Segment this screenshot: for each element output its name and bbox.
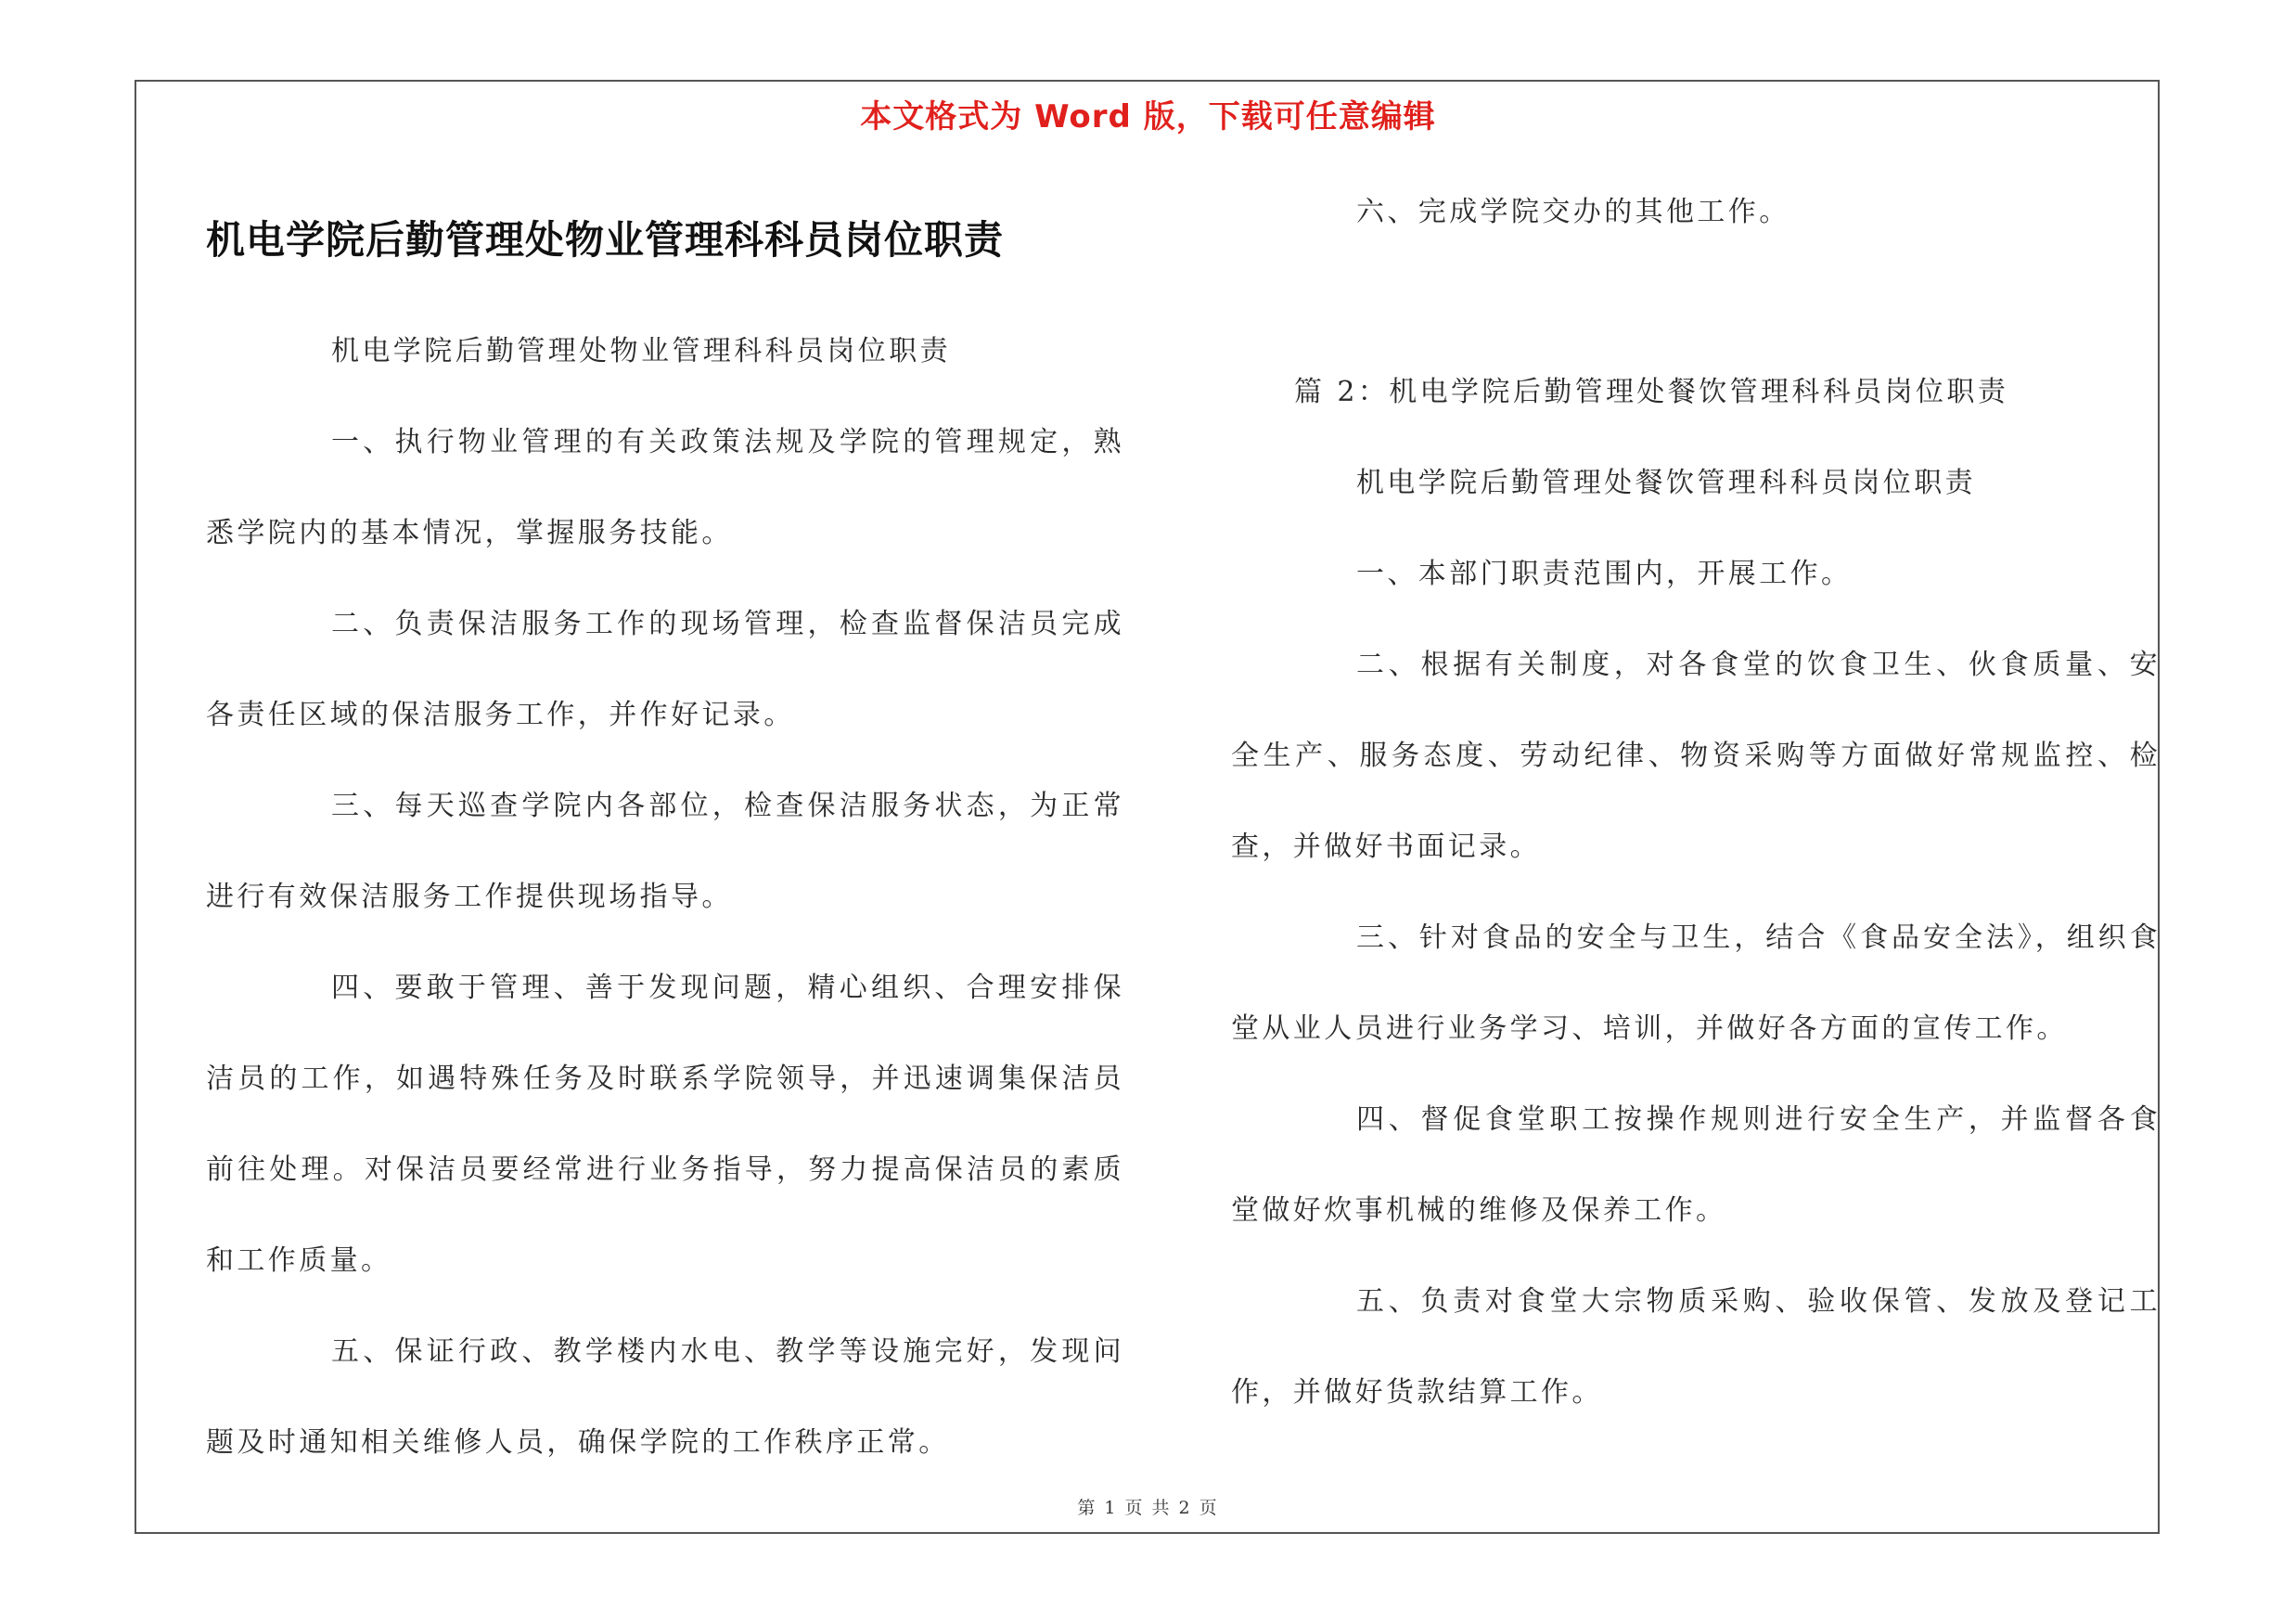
right-paragraph-5: 五、负责对食堂大宗物质采购、验收保管、发放及登记工作，并做好货款结算工作。 — [1231, 1285, 2161, 1409]
left-paragraph-1: 一、执行物业管理的有关政策法规及学院的管理规定，熟悉学院内的基本情况，掌握服务技能。 — [206, 426, 1124, 549]
document-title: 机电学院后勤管理处物业管理科科员岗位职责 — [206, 217, 1005, 263]
left-paragraph-4: 四、要敢于管理、善于发现问题，精心组织、合理安排保洁员的工作，如遇特殊任务及时联系学院领导，并迅速调集保洁员前往处理。对保洁员要经常进行业务指导，努力提高保洁员的素质和工作质量。 — [206, 972, 1124, 1277]
right-paragraph-4: 四、督促食堂职工按操作规则进行安全生产，并监督各食堂做好炊事机械的维修及保养工作。 — [1231, 1103, 2161, 1227]
footer-mid: 页 共 — [1124, 1498, 1172, 1518]
footer-suffix: 页 — [1199, 1498, 1219, 1518]
right-paragraph-6: 六、完成学院交办的其他工作。 — [1356, 196, 1790, 228]
right-paragraph-2: 二、根据有关制度，对各食堂的饮食卫生、伙食质量、安全生产、服务态度、劳动纪律、物资采购等方面做好常规监控、检查，并做好书面记录。 — [1231, 649, 2161, 863]
footer-prefix: 第 — [1077, 1498, 1097, 1518]
word-format-banner: 本文格式为 Word 版，下载可任意编辑 — [860, 98, 1436, 135]
left-paragraph-2: 二、负责保洁服务工作的现场管理，检查监督保洁员完成各责任区域的保洁服务工作，并作好记录。 — [206, 608, 1124, 731]
right-paragraph-heading: 机电学院后勤管理处餐饮管理科科员岗位职责 — [1356, 467, 1976, 499]
right-paragraph-1: 一、本部门职责范围内，开展工作。 — [1356, 558, 1853, 590]
right-section-heading: 篇 2：机电学院后勤管理处餐饮管理科科员岗位职责 — [1294, 376, 2009, 408]
left-paragraph-5: 五、保证行政、教学楼内水电、教学等设施完好，发现问题及时通知相关维修人员，确保学院的工作秩序正常。 — [206, 1335, 1124, 1459]
page-number-footer — [0, 1494, 2296, 1519]
left-paragraph-3: 三、每天巡查学院内各部位，检查保洁服务状态，为正常进行有效保洁服务工作提供现场指导。 — [206, 790, 1124, 913]
left-paragraph-heading: 机电学院后勤管理处物业管理科科员岗位职责 — [331, 335, 951, 367]
footer-page: 1 — [1104, 1498, 1118, 1518]
right-paragraph-3: 三、针对食品的安全与卫生，结合《食品安全法》，组织食堂从业人员进行业务学习、培训，并做好各方面的宣传工作。 — [1231, 921, 2161, 1045]
footer-total: 2 — [1178, 1498, 1192, 1518]
